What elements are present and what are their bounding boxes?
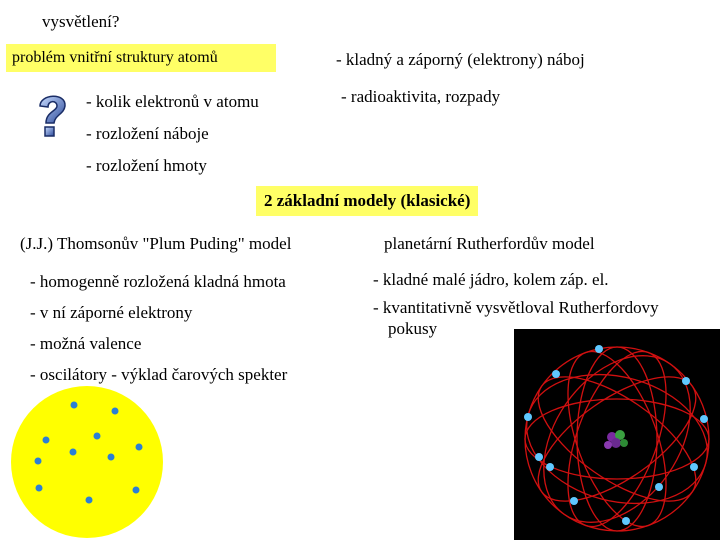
left-bullet-mass-distribution: - rozložení hmoty	[86, 156, 207, 175]
left-bullet-charge-distribution: - rozložení náboje	[86, 124, 209, 143]
left-bullet-electron-count: - kolik elektronů v atomu	[86, 92, 259, 111]
thomson-item: - v ní záporné elektrony	[30, 303, 193, 322]
thomson-item: - možná valence	[30, 334, 142, 353]
right-bullet-charge: - kladný a záporný (elektrony) náboj	[336, 50, 585, 69]
question-mark-icon	[32, 90, 72, 140]
thomson-title: (J.J.) Thomsonův "Plum Puding" model	[20, 234, 292, 253]
rutherford-title: planetární Rutherfordův model	[384, 234, 595, 253]
plum-body	[11, 386, 163, 538]
right-bullet-radioactivity: - radioaktivita, rozpady	[341, 87, 501, 106]
heading: vysvětlení?	[42, 12, 120, 31]
thomson-list	[30, 266, 287, 390]
rutherford-list	[373, 266, 659, 322]
rutherford-item: - kvantitativně vysvětloval Rutherfordovy	[373, 298, 659, 317]
rutherford-item-continuation: pokusy	[388, 319, 438, 338]
problem-label: problém vnitřní struktury atomů	[6, 44, 276, 72]
plum-pudding-illustration	[10, 385, 164, 539]
rutherford-atom-illustration	[514, 329, 720, 540]
thomson-item: - homogenně rozložená kladná hmota	[30, 272, 286, 291]
models-label: 2 základní modely (klasické)	[256, 186, 478, 216]
rutherford-item: - kladné malé jádro, kolem záp. el.	[373, 270, 609, 289]
thomson-item: - oscilátory - výklad čarových spekter	[30, 365, 288, 384]
nucleus	[604, 430, 628, 449]
